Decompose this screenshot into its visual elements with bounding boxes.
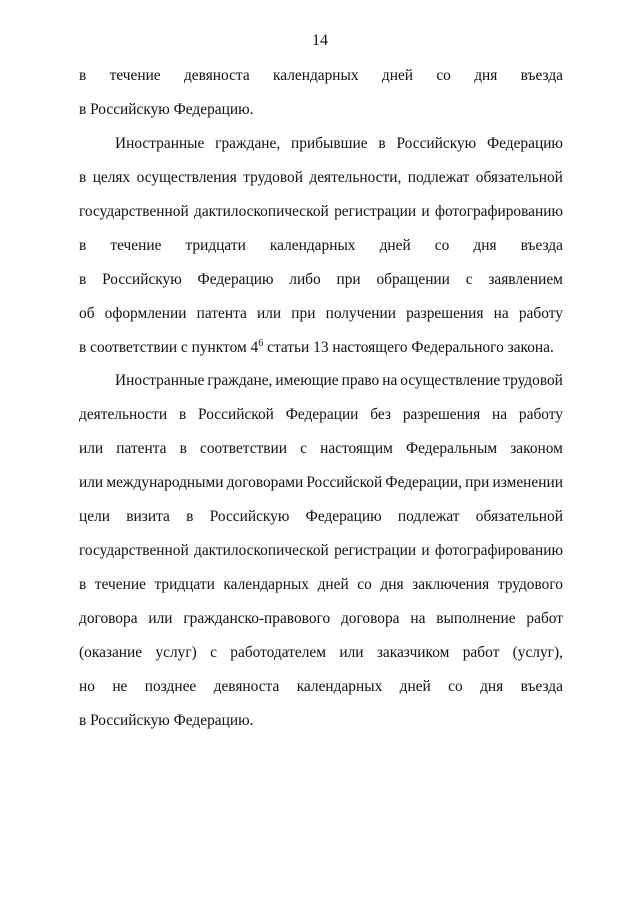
word: международными	[106, 474, 224, 491]
word: регистрации	[334, 203, 417, 220]
word: в	[178, 406, 187, 423]
word: в	[378, 135, 386, 152]
word: разрешения	[406, 305, 484, 322]
text-line	[79, 575, 563, 595]
word: дня	[480, 678, 504, 695]
word: гражданско-правового	[183, 610, 331, 627]
text-line	[79, 677, 563, 697]
word: разрешения	[402, 406, 481, 423]
word: соответствии	[200, 440, 287, 457]
word: граждане,	[207, 372, 273, 389]
word: на	[382, 372, 398, 389]
word: Российской	[306, 474, 383, 491]
text-line	[79, 507, 563, 527]
word: дня	[380, 576, 404, 593]
word: право	[341, 372, 380, 389]
word: или	[339, 644, 364, 661]
word: Федерации,	[385, 474, 462, 491]
word: договора	[79, 610, 138, 627]
word: выполнение	[436, 610, 516, 627]
word: на	[493, 305, 509, 322]
word: въезда	[520, 678, 563, 695]
word: подлежат	[407, 169, 470, 186]
word: Федеральным	[405, 440, 498, 457]
word: в	[79, 169, 87, 186]
word: календарных	[223, 576, 309, 593]
word: дней	[317, 576, 349, 593]
word: въезда	[520, 67, 563, 84]
word: обращении	[376, 271, 450, 288]
word: фотографированию	[434, 542, 563, 559]
word: тридцати	[154, 576, 215, 593]
word: в	[79, 67, 87, 84]
word: работу	[518, 305, 563, 322]
word: трудовой	[503, 372, 563, 389]
word: течение	[109, 67, 161, 84]
word: осуществление	[400, 372, 501, 389]
word: в	[179, 440, 187, 457]
text-line	[79, 304, 563, 324]
word: и	[421, 203, 430, 220]
word: работ	[526, 610, 563, 627]
word: с	[300, 440, 307, 457]
text-line: в соответствии с пунктом $4^6$ статьи 13 настоящего Федерального закона.	[79, 337, 554, 356]
word: Российскую	[102, 271, 182, 288]
word: (оказание	[79, 644, 143, 661]
word: въезда	[520, 237, 563, 254]
word: тридцати	[185, 237, 246, 254]
word: с	[210, 644, 217, 661]
word: имеющие	[275, 372, 339, 389]
text-line	[79, 643, 563, 663]
word: дактилоскопической	[194, 542, 329, 559]
word: при	[465, 474, 490, 491]
word: в	[79, 271, 87, 288]
word: или	[256, 305, 282, 322]
word: граждане,	[215, 135, 281, 152]
word: работодателем	[230, 644, 326, 661]
word: течение	[110, 237, 162, 254]
word: на	[410, 610, 426, 627]
word: Российской	[198, 406, 274, 423]
word: осуществления	[136, 169, 237, 186]
word: в	[79, 237, 87, 254]
word: услуг)	[155, 644, 197, 661]
text-line	[79, 236, 563, 256]
word: в	[79, 576, 87, 593]
word: Федерацию	[486, 135, 563, 152]
word: договора	[340, 610, 400, 627]
word: Иностранные	[115, 372, 205, 389]
word: Российскую	[396, 135, 477, 152]
word: регистрации	[334, 542, 417, 559]
word: со	[448, 678, 463, 695]
text-line	[79, 439, 563, 459]
word: обязательной	[475, 169, 563, 186]
word: заявлением	[488, 271, 563, 288]
text-line	[79, 473, 563, 493]
word: либо	[289, 271, 321, 288]
text-line: в Российскую Федерацию.	[79, 712, 254, 729]
word: со	[434, 237, 450, 254]
word: при	[336, 271, 361, 288]
word: патента	[196, 305, 247, 322]
text-line	[79, 609, 563, 629]
word: заказчиком	[376, 644, 450, 661]
word: деятельности	[79, 406, 168, 423]
word: трудовой	[243, 169, 303, 186]
word: или	[148, 610, 173, 627]
word: (услуг),	[512, 644, 563, 661]
word: или	[79, 474, 104, 491]
word: прибывшие	[291, 135, 368, 152]
word: с	[465, 271, 473, 288]
word: подлежат	[397, 508, 460, 525]
word: целях	[92, 169, 131, 186]
word: девяноста	[183, 67, 250, 84]
word: договорами	[226, 474, 304, 491]
word: государственной	[79, 542, 189, 559]
word: работу	[518, 406, 563, 423]
text-line: в Российскую Федерацию.	[79, 101, 254, 118]
word: Российскую	[209, 508, 290, 525]
text-line	[79, 168, 563, 188]
word: в	[186, 508, 194, 525]
word: работ	[462, 644, 500, 661]
word: об	[79, 305, 95, 322]
word: Федерацию	[305, 508, 382, 525]
word: заключения	[412, 576, 490, 593]
text-line	[79, 405, 563, 425]
word: обязательной	[475, 508, 563, 525]
word: дней	[381, 67, 414, 84]
word: дней	[399, 678, 431, 695]
word: изменении	[492, 474, 563, 491]
word: цели	[79, 508, 110, 525]
word: на	[492, 406, 508, 423]
word: девяноста	[213, 678, 280, 695]
word: календарных	[269, 237, 356, 254]
word: календарных	[272, 67, 359, 84]
word: не	[112, 678, 128, 695]
word: дней	[379, 237, 411, 254]
word: календарных	[296, 678, 383, 695]
word: Федерации	[285, 406, 359, 423]
page-number: 14	[312, 32, 328, 49]
word: Федерацию	[197, 271, 274, 288]
word: оформлении	[104, 305, 187, 322]
word: или	[79, 440, 104, 457]
word: деятельности,	[309, 169, 402, 186]
text-line	[79, 541, 563, 561]
word: без	[370, 406, 391, 423]
text-line	[79, 66, 563, 86]
word: получении	[325, 305, 396, 322]
word: дня	[474, 67, 498, 84]
word: законом	[510, 440, 563, 457]
word: со	[357, 576, 372, 593]
text-line	[79, 270, 563, 290]
word: и	[421, 542, 430, 559]
word: трудового	[497, 576, 563, 593]
word: настоящим	[320, 440, 393, 457]
word: со	[436, 67, 451, 84]
word: но	[79, 678, 95, 695]
text-line	[115, 134, 563, 154]
word: визита	[126, 508, 170, 525]
word: при	[291, 305, 316, 322]
text-line	[79, 202, 563, 222]
word: дактилоскопической	[194, 203, 329, 220]
text-line	[115, 371, 563, 391]
word: государственной	[79, 203, 189, 220]
word: фотографированию	[434, 203, 563, 220]
word: дня	[473, 237, 497, 254]
word: патента	[116, 440, 167, 457]
word: позднее	[144, 678, 197, 695]
word: Иностранные	[115, 135, 205, 152]
word: течение	[94, 576, 146, 593]
